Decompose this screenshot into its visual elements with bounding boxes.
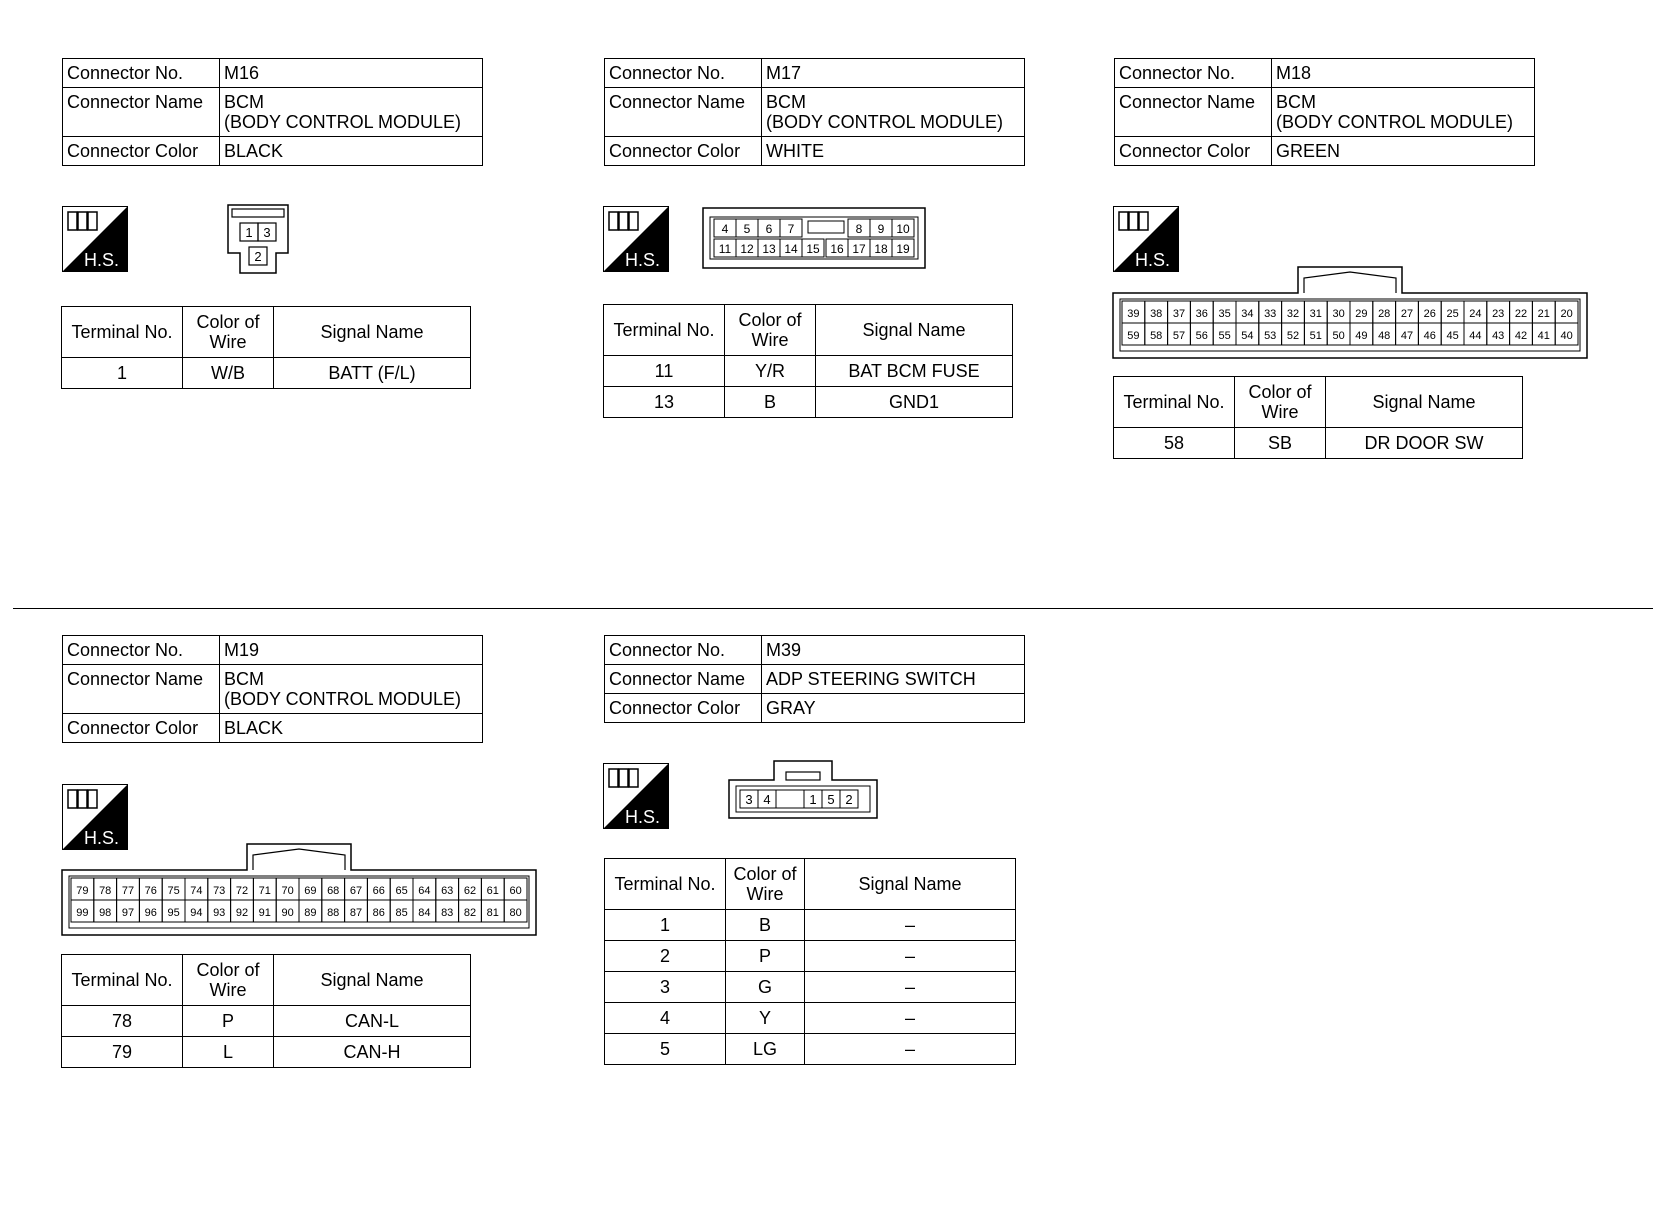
pin-label: 86 xyxy=(372,907,385,919)
pin-label: 99 xyxy=(76,907,89,919)
signal-cell: CAN-L xyxy=(274,1006,471,1037)
pin-label: 20 xyxy=(1560,308,1573,320)
signal-name-header: Signal Name xyxy=(805,859,1016,910)
connector-color-label: Connector Color xyxy=(63,137,220,166)
pin-label: 76 xyxy=(144,885,157,897)
connector-name-value: ADP STEERING SWITCH xyxy=(762,665,1025,694)
pin-label: 72 xyxy=(235,885,249,897)
signal-cell: – xyxy=(805,1034,1016,1065)
signal-cell: – xyxy=(805,941,1016,972)
wire-cell: G xyxy=(726,972,805,1003)
connector-block-m39 xyxy=(604,635,1025,723)
connector-color-label: Connector Color xyxy=(605,694,762,723)
pin-label: 39 xyxy=(1127,308,1140,320)
terminal-table-m19 xyxy=(61,954,471,1068)
pin-label: 80 xyxy=(509,907,522,919)
wire-cell: P xyxy=(183,1006,274,1037)
svg-text:5: 5 xyxy=(827,792,835,807)
pin-label: 44 xyxy=(1469,330,1482,342)
wire-cell: B xyxy=(726,910,805,941)
pin-label: 21 xyxy=(1537,308,1550,320)
table-row xyxy=(604,356,1013,387)
wire-color-header: Color of Wire xyxy=(1235,377,1326,428)
signal-name-header: Signal Name xyxy=(1326,377,1523,428)
pin-label: 70 xyxy=(281,885,294,897)
table-row xyxy=(62,358,471,389)
pin-label: 79 xyxy=(76,885,89,897)
pin-label: 57 xyxy=(1172,330,1186,342)
pin-label: 88 xyxy=(327,907,340,919)
svg-text:8: 8 xyxy=(855,222,863,236)
terminal-cell: 3 xyxy=(605,972,726,1003)
pin-grid xyxy=(1122,301,1578,345)
svg-text:2: 2 xyxy=(845,792,853,807)
pin-label: 69 xyxy=(304,885,317,897)
pin-label: 62 xyxy=(463,885,477,897)
terminal-no-header: Terminal No. xyxy=(62,955,183,1006)
svg-text:10: 10 xyxy=(896,222,910,236)
terminal-no-header: Terminal No. xyxy=(604,305,725,356)
signal-cell: DR DOOR SW xyxy=(1326,428,1523,459)
terminal-table-m16 xyxy=(61,306,471,389)
connector-block-m16 xyxy=(62,58,483,166)
wire-cell: SB xyxy=(1235,428,1326,459)
pin-label: 85 xyxy=(395,907,408,919)
connector-name-value: BCM (BODY CONTROL MODULE) xyxy=(1272,88,1535,137)
svg-text:17: 17 xyxy=(852,242,866,256)
signal-name-header: Signal Name xyxy=(274,955,471,1006)
terminal-no-header: Terminal No. xyxy=(62,307,183,358)
wire-cell: L xyxy=(183,1037,274,1068)
pin-label: 23 xyxy=(1492,308,1505,320)
wire-color-header: Color of Wire xyxy=(726,859,805,910)
pin-label: 32 xyxy=(1286,308,1300,320)
pin-label: 89 xyxy=(304,907,317,919)
table-row xyxy=(605,941,1016,972)
hs-label: H.S. xyxy=(1135,250,1171,270)
connector-info-table xyxy=(62,635,483,743)
pin-label: 34 xyxy=(1241,308,1254,320)
pin-label: 52 xyxy=(1286,330,1300,342)
pin-label: 29 xyxy=(1355,308,1368,320)
pin-label: 45 xyxy=(1446,330,1459,342)
pin-label: 87 xyxy=(349,907,363,919)
pin-label: 43 xyxy=(1492,330,1505,342)
svg-text:4: 4 xyxy=(721,222,729,236)
pin-label: 75 xyxy=(167,885,180,897)
terminal-cell: 5 xyxy=(605,1034,726,1065)
pin-grid xyxy=(71,878,527,922)
pin-label: 41 xyxy=(1537,330,1550,342)
connector-face-m17 xyxy=(702,207,926,271)
terminal-cell: 2 xyxy=(605,941,726,972)
terminal-cell: 1 xyxy=(605,910,726,941)
terminal-no-header: Terminal No. xyxy=(1114,377,1235,428)
wire-cell: Y/R xyxy=(725,356,816,387)
svg-text:5: 5 xyxy=(743,222,751,236)
signal-cell: BAT BCM FUSE xyxy=(816,356,1013,387)
pin-label: 40 xyxy=(1560,330,1573,342)
svg-text:4: 4 xyxy=(763,792,771,807)
pin-label: 96 xyxy=(144,907,157,919)
pin-label: 97 xyxy=(121,907,135,919)
connector-color-label: Connector Color xyxy=(1115,137,1272,166)
connector-name-label: Connector Name xyxy=(63,88,220,137)
pin-label: 56 xyxy=(1195,330,1208,342)
connector-info-table xyxy=(604,635,1025,723)
table-row xyxy=(604,387,1013,418)
harness-side-icon xyxy=(62,206,128,272)
harness-side-icon xyxy=(1113,206,1179,272)
svg-text:3: 3 xyxy=(745,792,753,807)
connector-color-value: GREEN xyxy=(1272,137,1535,166)
svg-text:14: 14 xyxy=(784,242,798,256)
harness-side-icon xyxy=(603,206,669,272)
signal-cell: – xyxy=(805,910,1016,941)
connector-no-value: M16 xyxy=(220,59,483,88)
table-row xyxy=(62,1006,471,1037)
connector-color-value: WHITE xyxy=(762,137,1025,166)
pin-label: 64 xyxy=(418,885,431,897)
pin-label: 33 xyxy=(1264,308,1277,320)
pin-label: 92 xyxy=(235,907,249,919)
connector-name-value: BCM (BODY CONTROL MODULE) xyxy=(762,88,1025,137)
connector-info-table xyxy=(604,58,1025,166)
pin-label: 81 xyxy=(486,907,499,919)
connector-color-value: BLACK xyxy=(220,714,483,743)
connector-color-label: Connector Color xyxy=(63,714,220,743)
pin-label: 37 xyxy=(1172,308,1186,320)
connector-name-label: Connector Name xyxy=(605,665,762,694)
connector-name-label: Connector Name xyxy=(63,665,220,714)
connector-block-m19 xyxy=(62,635,483,743)
table-row xyxy=(605,910,1016,941)
table-row xyxy=(605,972,1016,1003)
pin-label: 83 xyxy=(441,907,454,919)
pin-label: 94 xyxy=(190,907,203,919)
terminal-cell: 79 xyxy=(62,1037,183,1068)
hs-label: H.S. xyxy=(84,828,120,848)
terminal-cell: 13 xyxy=(604,387,725,418)
pin-label: 28 xyxy=(1378,308,1391,320)
svg-text:9: 9 xyxy=(877,222,885,236)
signal-cell: BATT (F/L) xyxy=(274,358,471,389)
wire-cell: Y xyxy=(726,1003,805,1034)
table-row xyxy=(605,1003,1016,1034)
pin-label: 82 xyxy=(463,907,477,919)
terminal-table-m18 xyxy=(1113,376,1523,459)
pin-label: 42 xyxy=(1514,330,1528,342)
connector-info-table xyxy=(62,58,483,166)
pin-label: 35 xyxy=(1218,308,1231,320)
connector-face-m19 xyxy=(61,843,537,937)
connector-name-value: BCM (BODY CONTROL MODULE) xyxy=(220,665,483,714)
connector-color-label: Connector Color xyxy=(605,137,762,166)
pin-label: 30 xyxy=(1332,308,1345,320)
wire-cell: B xyxy=(725,387,816,418)
hs-label: H.S. xyxy=(625,250,661,270)
pin-label: 49 xyxy=(1355,330,1368,342)
svg-text:16: 16 xyxy=(830,242,844,256)
section-divider xyxy=(13,608,1653,609)
hs-label: H.S. xyxy=(625,807,661,827)
signal-name-header: Signal Name xyxy=(274,307,471,358)
pin-label: 38 xyxy=(1150,308,1163,320)
pin-label: 95 xyxy=(167,907,180,919)
wire-color-header: Color of Wire xyxy=(183,955,274,1006)
pin-label: 24 xyxy=(1469,308,1482,320)
wire-color-header: Color of Wire xyxy=(725,305,816,356)
connector-no-label: Connector No. xyxy=(1115,59,1272,88)
pin-label: 67 xyxy=(349,885,363,897)
pin-label: 50 xyxy=(1332,330,1345,342)
pin-label: 48 xyxy=(1378,330,1391,342)
svg-text:19: 19 xyxy=(896,242,910,256)
pin-label: 46 xyxy=(1423,330,1436,342)
connector-no-value: M19 xyxy=(220,636,483,665)
terminal-table-m17 xyxy=(603,304,1013,418)
harness-side-icon xyxy=(62,784,128,850)
wire-cell: W/B xyxy=(183,358,274,389)
connector-block-m17 xyxy=(604,58,1025,166)
signal-cell: – xyxy=(805,1003,1016,1034)
connector-no-label: Connector No. xyxy=(605,636,762,665)
pin-label: 27 xyxy=(1400,308,1414,320)
table-row xyxy=(605,1034,1016,1065)
pin-label: 54 xyxy=(1241,330,1254,342)
pin-label: 47 xyxy=(1400,330,1414,342)
pin-label: 71 xyxy=(258,885,271,897)
svg-text:12: 12 xyxy=(740,242,754,256)
pin-label: 98 xyxy=(99,907,112,919)
pin-label: 66 xyxy=(372,885,385,897)
svg-text:6: 6 xyxy=(765,222,773,236)
pin-label: 55 xyxy=(1218,330,1231,342)
pin-label: 93 xyxy=(213,907,226,919)
signal-cell: GND1 xyxy=(816,387,1013,418)
pin-label: 77 xyxy=(121,885,135,897)
connector-no-label: Connector No. xyxy=(63,59,220,88)
signal-cell: – xyxy=(805,972,1016,1003)
connector-no-value: M39 xyxy=(762,636,1025,665)
table-row xyxy=(62,1037,471,1068)
pin-label: 68 xyxy=(327,885,340,897)
terminal-cell: 4 xyxy=(605,1003,726,1034)
pin-label: 91 xyxy=(258,907,271,919)
pin-label: 51 xyxy=(1309,330,1322,342)
pin-label: 61 xyxy=(486,885,499,897)
connector-name-label: Connector Name xyxy=(605,88,762,137)
pin-label: 58 xyxy=(1150,330,1163,342)
pin-label: 22 xyxy=(1514,308,1528,320)
connector-no-label: Connector No. xyxy=(63,636,220,665)
pin-label: 31 xyxy=(1309,308,1322,320)
pin-label: 59 xyxy=(1127,330,1140,342)
pin-label: 36 xyxy=(1195,308,1208,320)
connector-color-value: GRAY xyxy=(762,694,1025,723)
table-row xyxy=(1114,428,1523,459)
connector-block-m18 xyxy=(1114,58,1535,166)
pin-label: 60 xyxy=(509,885,522,897)
pin-label: 25 xyxy=(1446,308,1459,320)
pin-label: 53 xyxy=(1264,330,1277,342)
wire-cell: P xyxy=(726,941,805,972)
pin-label: 84 xyxy=(418,907,431,919)
terminal-cell: 1 xyxy=(62,358,183,389)
connector-no-label: Connector No. xyxy=(605,59,762,88)
pin-label: 3 xyxy=(263,225,271,240)
pin-label: 65 xyxy=(395,885,408,897)
pin-label: 73 xyxy=(213,885,226,897)
connector-no-value: M17 xyxy=(762,59,1025,88)
pin-label: 26 xyxy=(1423,308,1436,320)
svg-text:11: 11 xyxy=(718,242,732,256)
hs-label: H.S. xyxy=(84,250,120,270)
connector-face-m18 xyxy=(1112,266,1588,360)
connector-info-table xyxy=(1114,58,1535,166)
wire-cell: LG xyxy=(726,1034,805,1065)
terminal-no-header: Terminal No. xyxy=(605,859,726,910)
pin-label: 63 xyxy=(441,885,454,897)
pin-label: 2 xyxy=(254,249,262,264)
svg-text:18: 18 xyxy=(874,242,888,256)
terminal-table-m39 xyxy=(604,858,1016,1065)
pin-label: 78 xyxy=(99,885,112,897)
terminal-cell: 58 xyxy=(1114,428,1235,459)
connector-color-value: BLACK xyxy=(220,137,483,166)
terminal-cell: 78 xyxy=(62,1006,183,1037)
terminal-cell: 11 xyxy=(604,356,725,387)
harness-side-icon xyxy=(603,763,669,829)
svg-text:13: 13 xyxy=(762,242,776,256)
svg-text:1: 1 xyxy=(809,792,817,807)
pin-label: 1 xyxy=(245,225,253,240)
pin-label: 90 xyxy=(281,907,294,919)
signal-cell: CAN-H xyxy=(274,1037,471,1068)
svg-text:15: 15 xyxy=(806,242,820,256)
signal-name-header: Signal Name xyxy=(816,305,1013,356)
wire-color-header: Color of Wire xyxy=(183,307,274,358)
connector-face-m39 xyxy=(728,760,878,820)
connector-no-value: M18 xyxy=(1272,59,1535,88)
connector-name-label: Connector Name xyxy=(1115,88,1272,137)
connector-name-value: BCM (BODY CONTROL MODULE) xyxy=(220,88,483,137)
connector-face-m16 xyxy=(226,203,290,275)
svg-text:7: 7 xyxy=(787,222,795,236)
pin-label: 74 xyxy=(190,885,203,897)
